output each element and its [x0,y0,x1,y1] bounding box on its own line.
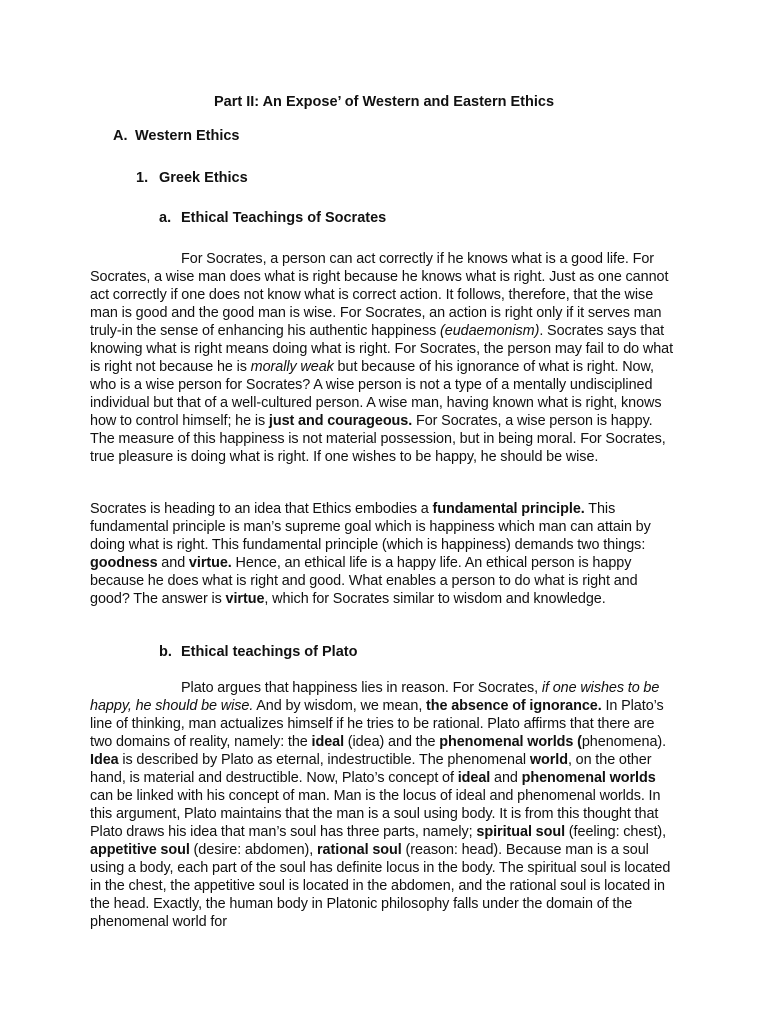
heading-greek-ethics [136,168,248,188]
text-run: if one wishes to be happy, he should be wise. [90,680,660,714]
text-run: For Socrates, a wise person is happy. The measure of this happiness is not material possession, but in being moral. For Socrates, true pleasure is doing what is right. If one wishes to be happy, he should be wise. [90,413,666,465]
document-title: Part II: An Expose’ of Western and Eastern Ethics [213,94,555,110]
heading-plato [159,642,357,662]
text-run: (feeling: chest), [565,824,667,840]
text-run: and [157,555,189,571]
text-run: Plato argues that happiness lies in reason. For Socrates, [181,680,542,696]
text-run: In Plato’s line of thinking, man actualizes himself if he tries to be rational. Plato affirms that there are two domains of reality, namely: the [90,698,664,750]
text-run: And by wisdom, we mean, [253,698,427,714]
paragraph-socrates-2 [90,500,678,608]
text-run: Hence, an ethical life is a happy life. An ethical person is happy because he does what is right and good. What enables a person to do what is right and good? The answer is [90,555,638,607]
text-run: phenomenal worlds [521,770,656,786]
text-run: the absence of ignorance. [426,698,602,714]
heading-marker: 1. [136,170,149,186]
text-run: Idea [90,752,119,768]
text-run: appetitive soul [90,842,190,858]
heading-marker: A. [113,128,128,144]
heading-western-ethics [113,126,240,146]
text-run: ideal [457,770,491,786]
text-run: world [529,752,568,768]
text-run: fundamental principle. [432,501,585,517]
text-run: is described by Plato as eternal, indestructible. The phenomenal [118,752,530,768]
text-run: spiritual soul [476,824,566,840]
text-run: For Socrates, a person can act correctly if he knows what is a good life. For Socrates, a wise man does what is right because he knows what is right. Just as one cannot act correctly if one does not know what is correct action. It follows, therefore, that the wise man is good and the good man is wise. For Socrates, an action is right only if it serves man truly-in the sense of enhancing his authentic happiness [90,251,669,339]
text-run: (eudaemonism) [440,323,540,339]
heading-marker: b. [159,644,172,660]
heading-label: Ethical Teachings of Socrates [181,210,387,226]
text-run: morally weak [250,359,334,375]
heading-marker: a. [159,210,172,226]
text-run: ideal [311,734,345,750]
text-run: (desire: abdomen), [189,842,317,858]
paragraph-socrates-1 [90,250,678,466]
heading-label: Greek Ethics [159,170,248,186]
text-run: rational soul [317,842,402,858]
text-run: just and courageous. [268,413,413,429]
heading-socrates [159,208,386,228]
text-run: (idea) and the [344,734,440,750]
paragraph-body [90,500,678,608]
text-run: goodness [90,555,158,571]
text-run: and [490,770,522,786]
text-run: virtue [225,591,265,607]
text-run: , on the other hand, is material and destructible. Now, Plato’s concept of [90,752,652,786]
heading-label: Western Ethics [135,128,240,144]
paragraph-plato [90,679,678,931]
text-run: Socrates is heading to an idea that Ethics embodies a [90,501,433,517]
heading-label: Ethical teachings of Plato [181,644,358,660]
text-run: but because of his ignorance of what is right. Now, who is a wise person for Socrates? A wise person is not a type of a mentally undisciplined individual but that of a well-cultured person. A wise man, having known what is right, knows how to control himself; he is [90,359,662,429]
text-run: , which for Socrates similar to wisdom and knowledge. [264,591,606,607]
text-run: phenomena). [581,734,667,750]
text-run: can be linked with his concept of man. Man is the locus of ideal and phenomenal worlds. In this argument, Plato maintains that the man is a soul using body. It is from this thought that Plato draws his idea that man’s soul has three parts, namely; [90,788,661,840]
text-run: . Socrates says that knowing what is right means doing what is right. For Socrates, the person may fail to do what is right not because he is [90,323,674,375]
text-run: This fundamental principle is man’s supreme goal which is happiness which man can attain by doing what is right. This fundamental principle (which is happiness) demands two things: [90,501,651,553]
text-run: (reason: head). Because man is a soul using a body, each part of the soul has definite locus in the body. The spiritual soul is located in the chest, the appetitive soul is located in the abdomen, and the rational soul is located in the head. Exactly, the human body in Platonic philosophy falls under the domain of the phenomenal world for [90,842,671,930]
text-run: phenomenal worlds ( [439,734,582,750]
text-run: virtue. [188,555,232,571]
paragraph-body [90,250,678,466]
paragraph-body [90,679,678,931]
